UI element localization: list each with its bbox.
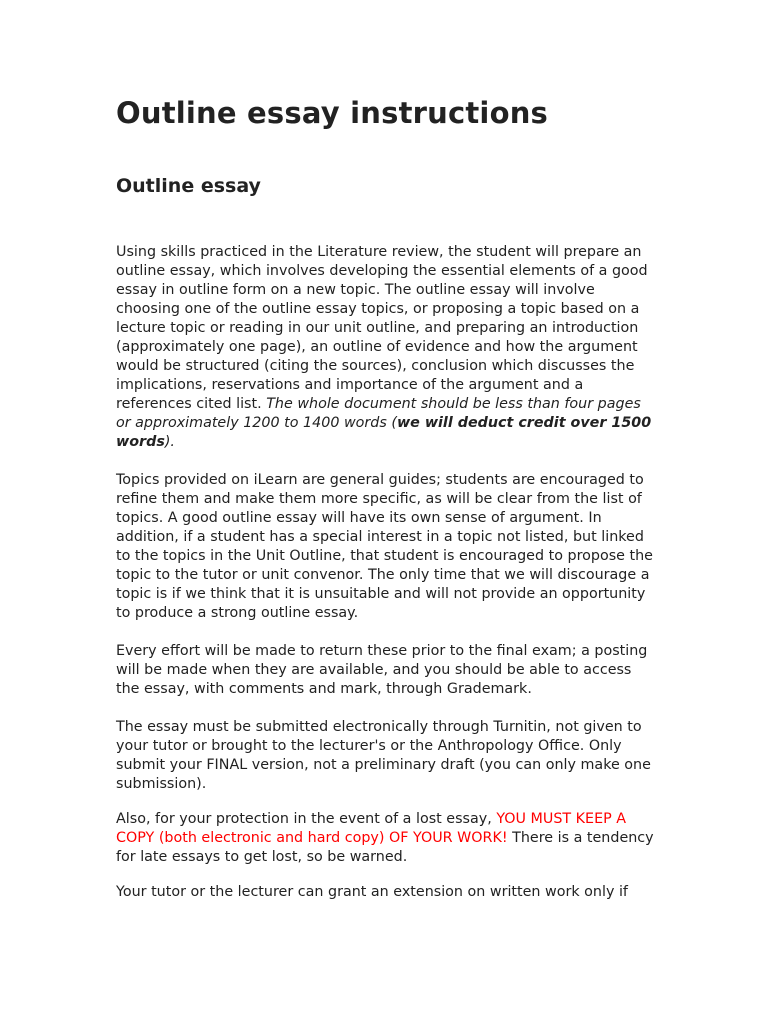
paragraph-topics: Topics provided on iLearn are general guides; students are encouraged to refine them and make them more specific, as will be clear from the list of topics. A good outline essay will have its own sense of argument. In addition, if a student has a special interest in a topic not listed, but linked to the topics in the Unit Outline, that student is encouraged to propose the topic to the tutor or unit convenor. The only time that we will discourage a topic is if we think that it is unsuitable and will not provide an opportunity to produce a strong outline essay. xyxy=(116,472,653,621)
paragraph-text: Also, for your protection in the event of a lost essay, xyxy=(116,811,497,827)
paragraph-return: Every effort will be made to return these prior to the final exam; a posting will be made when they are available, and you should be able to access the essay, with comments and mark, through Grademark. xyxy=(116,643,648,697)
document-title: Outline essay instructions xyxy=(116,96,549,130)
paragraph-text: There is a tendency for late essays to get lost, so be warned. xyxy=(116,830,654,865)
paragraph-keep-copy xyxy=(116,810,656,867)
paragraph-text: Using skills practiced in the Literature review, the student will prepare an outline essay, which involves developing the essential elements of a good essay in outline form on a new topic. The outline essay will involve choosing one of the outline essay topics, or proposing a topic based on a lecture topic or reading in our unit outline, and preparing an introduction (approximately one page), an outline of evidence and how the argument would be structured (citing the sources), conclusion which discusses the implications, reservations and importance of the argument and a references cited list. xyxy=(116,244,648,412)
word-limit-text: The whole document should be less than four pages or approximately 1200 to 1400 words ( xyxy=(116,396,641,431)
paragraph-extension: Your tutor or the lecturer can grant an extension on written work only if xyxy=(116,884,628,900)
document-page xyxy=(116,96,656,902)
paragraph-submission: The essay must be submitted electronically through Turnitin, not given to your tutor or brought to the lecturer's or the Anthropology Office. Only submit your FINAL version, not a preliminary draft (you can only make one submission). xyxy=(116,719,651,792)
credit-deduction-text: we will deduct credit over 1500 words xyxy=(116,415,652,450)
section-heading: Outline essay xyxy=(116,175,261,197)
paragraph-assignment-description xyxy=(116,243,656,452)
word-limit-closing: ). xyxy=(164,434,175,450)
keep-copy-warning: YOU MUST KEEP A COPY (both electronic and hard copy) OF YOUR WORK! xyxy=(116,811,627,846)
